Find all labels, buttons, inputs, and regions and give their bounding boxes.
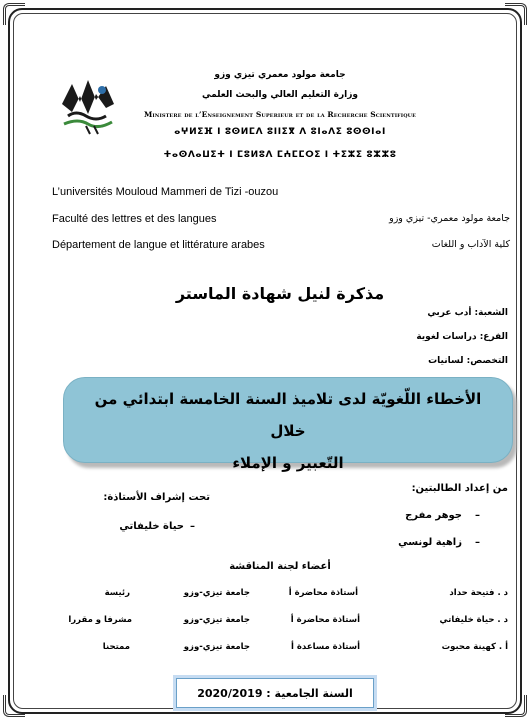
- list-dash: –: [475, 510, 480, 521]
- faculty-name-fr: Faculté des lettres et des langues: [52, 213, 217, 225]
- committee-member-name: د . فتيحة حداد: [449, 588, 508, 598]
- list-dash: –: [190, 521, 195, 532]
- committee-heading: أعضاء لجنة المناقشة: [229, 561, 331, 572]
- committee-member-role: رئيسة: [104, 588, 130, 598]
- committee-member-rank: أستاذة محاضرة أ: [290, 615, 360, 625]
- memoir-title-box: [63, 377, 513, 472]
- specialty-label: التخصص: لسانيات: [428, 356, 508, 366]
- faculty-name-ar: كلية الآداب و اللغات: [431, 239, 510, 250]
- memoir-title-line-2: التّعبير و الإملاء: [232, 454, 344, 472]
- committee-member-role: ممتحنا: [102, 642, 130, 652]
- student-name: جوهر مفرج: [405, 510, 462, 521]
- department-name-fr: Département de langue et littérature arabes: [52, 239, 265, 251]
- supervisor-name: حياة خليفاتي: [119, 521, 184, 532]
- border-ornament: [3, 695, 25, 717]
- committee-member-rank: أستاذة محاضرة أ: [288, 588, 358, 598]
- border-ornament: [505, 3, 527, 25]
- field-label: الفرع: دراسات لغوية: [416, 332, 508, 342]
- list-dash: –: [475, 537, 480, 548]
- committee-member-institution: جامعة تيزي-وزو: [183, 642, 250, 652]
- academic-year: السنة الجامعية : 2020/2019: [197, 686, 353, 700]
- students-label: من إعداد الطالبتين:: [411, 483, 508, 494]
- committee-member-institution: جامعة تيزي-وزو: [183, 588, 250, 598]
- committee-member-role: مشرفا و مقررا: [68, 615, 132, 625]
- student-name: زاهية لونسي: [398, 537, 462, 548]
- memoir-heading: مذكرة لنيل شهادة الماستر: [175, 284, 385, 303]
- memoir-title-line-1: الأخطاء اللّغويّة لدى تلاميذ السنة الخامسة ابتدائي من خلال: [94, 390, 482, 440]
- committee-member-name: أ . كهينة محبوت: [441, 642, 508, 652]
- committee-member-institution: جامعة تيزي-وزو: [183, 615, 250, 625]
- university-name-ar-right: جامعة مولود معمري- تيزي وزو: [389, 213, 510, 224]
- university-name-ar: جامعة مولود معمري تيزي وزو: [214, 70, 346, 80]
- tifinagh-line-2: ⵜⴰⵙⴷⴰⵡⵉⵜ ⵏ ⵎⵓⵍⵓⴷ ⵎⵄⵎⵎⵔⵉ ⵏ ⵜⵉⵣⵉ ⵓⵣⵣⵓ: [163, 150, 397, 160]
- branch-label: الشعبة: أدب عربي: [427, 308, 508, 318]
- academic-year-box: [176, 678, 374, 708]
- committee-member-rank: أستاذة مساعدة أ: [291, 642, 360, 652]
- tifinagh-line-1: ⴰⵖⵍⵉⴼ ⵏ ⵓⵙⵍⵎⴷ ⵓⵏⵏⵉⴳ ⴷ ⵓⵏⴰⴷⵉ ⵓⵙⵙⵏⴰⵏ: [174, 127, 386, 137]
- border-ornament: [505, 695, 527, 717]
- university-name-fr: L’universités Mouloud Mammeri de Tizi -ouzou: [52, 186, 279, 198]
- ministry-name-fr: Ministere de l’Enseignement Superieur et de la Recherche Scientifique: [143, 110, 417, 119]
- university-logo: [56, 74, 118, 136]
- committee-member-name: د . حياة خليفاتي: [439, 615, 508, 625]
- supervisor-label: تحت إشراف الأستاذة:: [103, 492, 210, 503]
- ministry-name-ar: وزارة التعليم العالي والبحث العلمي: [201, 90, 359, 100]
- border-ornament: [3, 3, 25, 25]
